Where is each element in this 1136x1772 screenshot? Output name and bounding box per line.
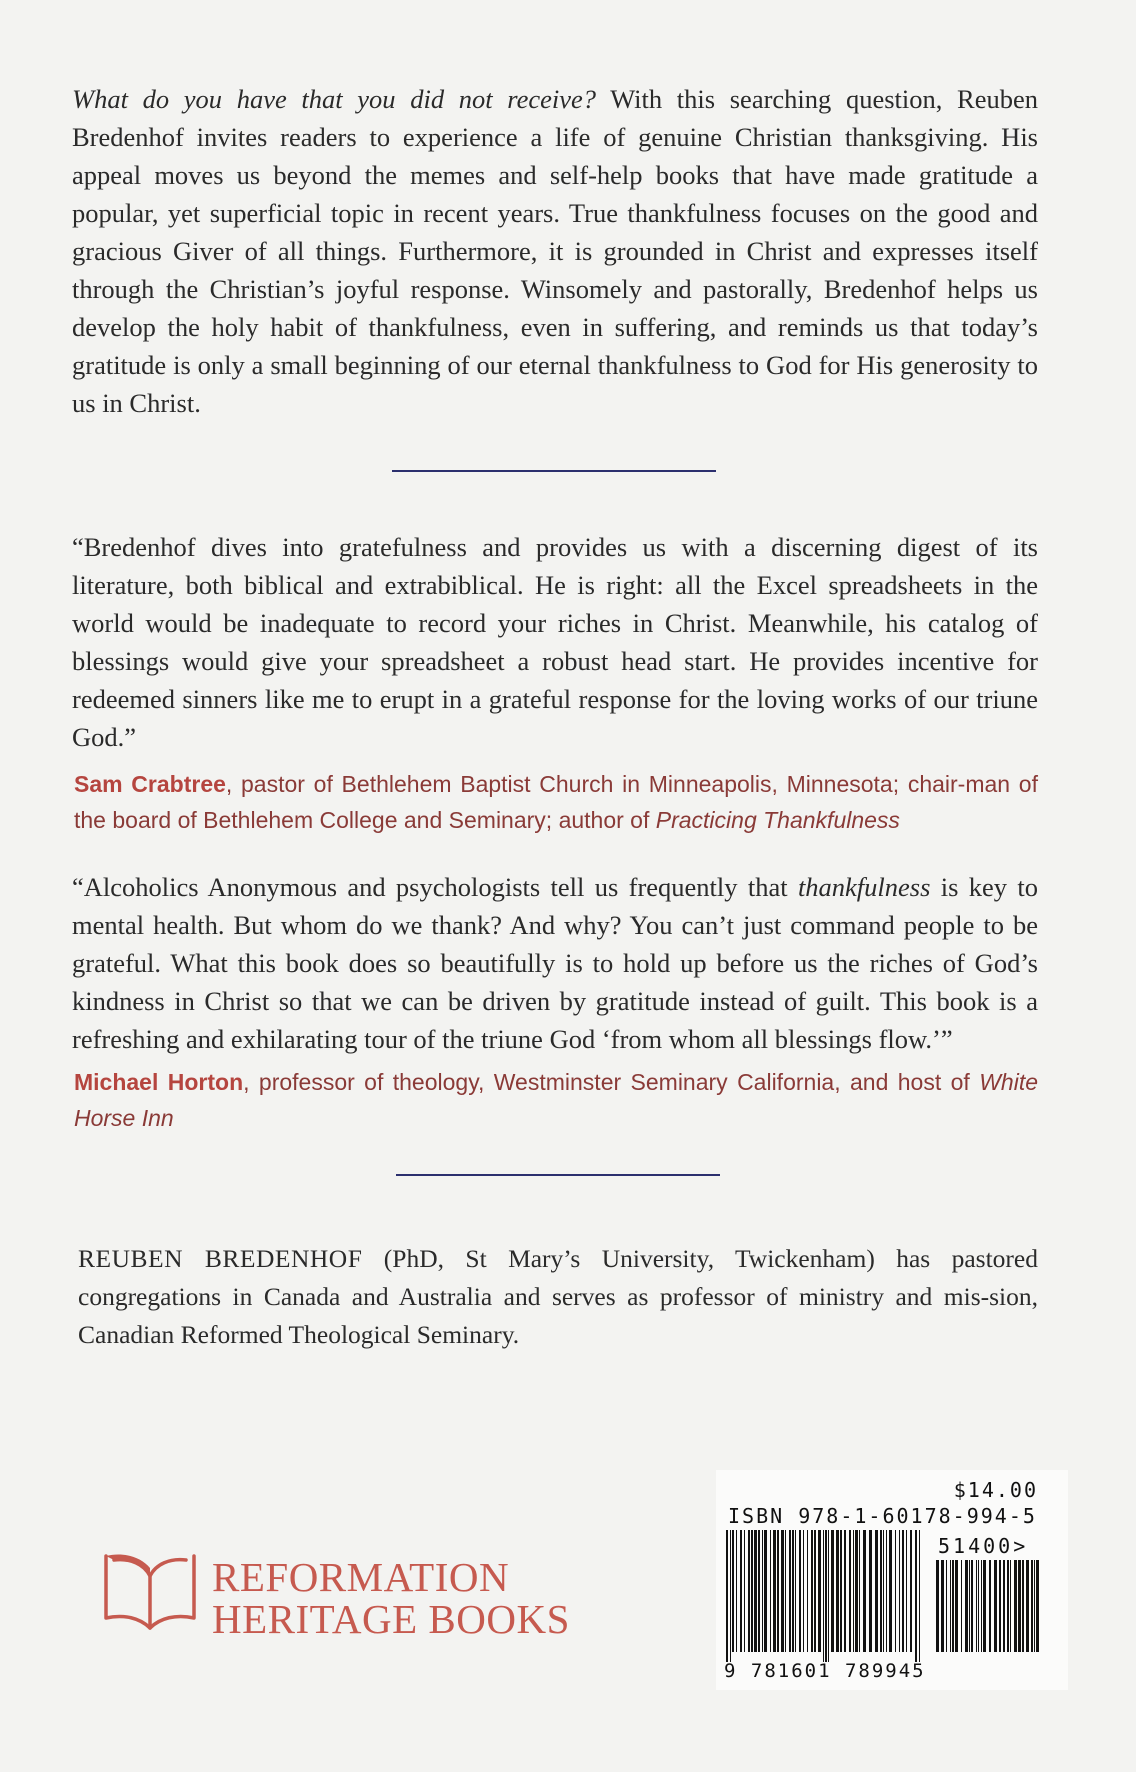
barcode-bar	[906, 1530, 907, 1652]
endorser-book-2: White Horse Inn	[74, 1069, 1038, 1131]
barcode-bar	[758, 1530, 760, 1652]
book-blurb	[72, 80, 1038, 422]
barcode-bar	[836, 1530, 839, 1652]
endorser-credentials-1: , pastor of Bethlehem Baptist Church in Minneapolis, Minnesota; chair-man of the board of Bethlehem College and Seminary; author of	[74, 771, 1038, 833]
barcode-bar	[777, 1530, 779, 1652]
open-book-icon	[100, 1548, 200, 1638]
barcode-bar	[883, 1530, 884, 1652]
barcode-bar	[875, 1530, 878, 1652]
barcode-bar	[781, 1530, 784, 1652]
barcode-bar	[895, 1530, 896, 1652]
endorsement-quote-1: “Bredenhof dives into gratefulness and provides us with a discerning digest of its literature, both biblical and extrabiblical. He is right: all the Excel spreadsheets in the world would be inadequate to record your riches in Christ. Meanwhile, his catalog of blessings would give your spreadsheet a robust head start. He provides incentive for redeemed sinners like me to erupt in a grateful response for the loving works of our triune God.”	[72, 532, 1038, 752]
barcode-bar	[849, 1530, 851, 1652]
barcode-bar	[751, 1530, 753, 1652]
barcode-bar	[1007, 1560, 1009, 1652]
barcode-bar	[1031, 1560, 1033, 1652]
publisher-name-line-1: REFORMATION	[212, 1554, 510, 1600]
barcode-bar	[965, 1560, 968, 1652]
barcode-bar	[961, 1560, 962, 1652]
barcode-bar	[764, 1530, 767, 1652]
blurb-body: With this searching question, Reuben Bredenhof invites readers to experience a life of genuine Christian thanksgiving. His appeal moves us beyond the memes and self-help books that have made gratitude a popular, yet superficial topic in recent years. True thankfulness focuses on the good and gracious Giver of all things. Furthermore, it is grounded in Christ and expresses itself through the Christian’s joyful response. Winsomely and pastorally, Bredenhof helps us develop the holy habit of thankfulness, even in suffering, and reminds us that today’s gratitude is only a small beginning of our eternal thankfulness to God for His generosity to us in Christ.	[72, 84, 1038, 418]
barcode-bar	[818, 1530, 821, 1652]
barcode-bar	[855, 1530, 858, 1652]
barcode-bar	[978, 1560, 979, 1652]
barcode-bar	[754, 1530, 757, 1652]
barcode-bar	[915, 1530, 917, 1662]
quote-2-end: is key to mental health. But whom do we thank? And why? You can’t just command people to be grateful. What this book does so beautifully is to hold up before us the riches of God’s kindness in Christ so that we can be driven by gratitude instead of guilt. This book is a refreshing and exhilarating tour of the triune God ‘from whom all blessings flow.’”	[72, 872, 1038, 1054]
barcode-bar	[762, 1530, 763, 1652]
barcode-bar	[789, 1530, 791, 1652]
barcode-bar	[869, 1530, 872, 1652]
barcode-bar	[814, 1530, 816, 1652]
barcode-bar	[1034, 1560, 1035, 1652]
barcode-bar	[969, 1560, 970, 1652]
barcode-bar	[952, 1560, 954, 1652]
barcode-bar	[795, 1530, 796, 1652]
blurb-lead-question: What do you have that you did not receive?	[72, 84, 597, 114]
barcode-bar	[726, 1530, 728, 1662]
endorsement-quote-2	[72, 868, 1038, 1058]
barcode-bar	[863, 1530, 866, 1652]
barcode-bar	[844, 1530, 846, 1652]
barcode-bar	[899, 1530, 900, 1652]
price-addon-digits: 51400>	[938, 1534, 1029, 1558]
barcode-bar	[989, 1560, 991, 1652]
barcode-bar	[792, 1530, 794, 1652]
ean13-barcode	[724, 1530, 924, 1662]
barcode-bar	[811, 1530, 813, 1652]
endorsement-attribution-1	[74, 766, 1038, 838]
author-bio	[78, 1240, 1038, 1354]
barcode-bar	[730, 1530, 731, 1662]
barcode-bar	[976, 1560, 977, 1652]
publisher-name	[212, 1556, 570, 1640]
barcode-bar	[1036, 1560, 1039, 1652]
barcode-bar	[853, 1530, 854, 1652]
barcode-bar	[1026, 1560, 1029, 1652]
barcode-bar	[955, 1560, 958, 1652]
barcode-bar	[770, 1530, 771, 1652]
barcode-bar	[981, 1560, 982, 1652]
barcode-bar	[1022, 1560, 1024, 1652]
isbn-label: ISBN 978-1-60178-994-5	[728, 1504, 1037, 1528]
barcode-bar	[825, 1530, 827, 1662]
barcode-bar	[950, 1560, 951, 1652]
endorser-name-2: Michael Horton	[74, 1069, 244, 1095]
barcode-bar	[919, 1530, 920, 1662]
barcode-bar	[773, 1530, 776, 1652]
endorser-book-1: Practicing Thankfulness	[655, 807, 900, 833]
barcode-bar	[840, 1530, 842, 1652]
barcode-bar	[736, 1530, 737, 1652]
barcode-block	[716, 1470, 1068, 1690]
barcode-bar	[946, 1560, 947, 1652]
endorser-name-1: Sam Crabtree	[74, 771, 226, 797]
barcode-bar	[983, 1560, 986, 1652]
endorser-credentials-2: , professor of theology, Westminster Seminary California, and host of	[243, 1069, 980, 1095]
barcode-bar	[859, 1530, 860, 1652]
barcode-bar	[889, 1530, 892, 1652]
barcode-bar	[910, 1530, 912, 1652]
barcode-bar	[807, 1530, 808, 1652]
quote-2-emphasis: thankfulness	[797, 872, 931, 902]
publisher-name-line-2: HERITAGE BOOKS	[212, 1596, 570, 1642]
barcode-bar	[1018, 1560, 1021, 1652]
barcode-bar	[744, 1530, 745, 1652]
barcode-bar	[748, 1530, 750, 1652]
barcode-bar	[936, 1560, 939, 1652]
author-name: REUBEN BREDENHOF	[78, 1244, 363, 1273]
endorsement-attribution-2	[74, 1064, 1038, 1136]
quote-2-start: “Alcoholics Anonymous and psychologists tell us frequently that	[72, 872, 798, 902]
barcode-bar	[971, 1560, 973, 1652]
barcode-bar	[999, 1560, 1001, 1652]
barcode-bar	[799, 1530, 801, 1652]
barcode-bar	[994, 1560, 997, 1652]
addon-barcode	[934, 1560, 1044, 1662]
barcode-bar	[941, 1560, 944, 1652]
barcode-bar	[1003, 1560, 1005, 1652]
barcode-bar	[1010, 1560, 1011, 1652]
price-label: $14.00	[953, 1478, 1038, 1502]
barcode-bar	[823, 1530, 824, 1662]
divider-top	[392, 470, 716, 472]
barcode-bar	[785, 1530, 786, 1652]
barcode-bar	[880, 1530, 882, 1652]
publisher-logo	[100, 1548, 580, 1642]
barcode-bar	[803, 1530, 804, 1652]
barcode-bar	[740, 1530, 742, 1652]
author-bio-text: (PhD, St Mary’s University, Twickenham) has pastored congregations in Canada and Australia and serves as professor of ministry and mis-sion, Canadian Reformed Theological Seminary.	[78, 1244, 1038, 1349]
barcode-bar	[1014, 1560, 1017, 1652]
divider-bottom	[396, 1174, 720, 1176]
barcode-bar	[831, 1530, 834, 1652]
barcode-bar	[828, 1530, 829, 1662]
barcode-digits: 9 781601 789945	[724, 1660, 926, 1682]
barcode-bar	[902, 1530, 904, 1652]
barcode-bar	[886, 1530, 887, 1652]
barcode-bar	[732, 1530, 734, 1652]
